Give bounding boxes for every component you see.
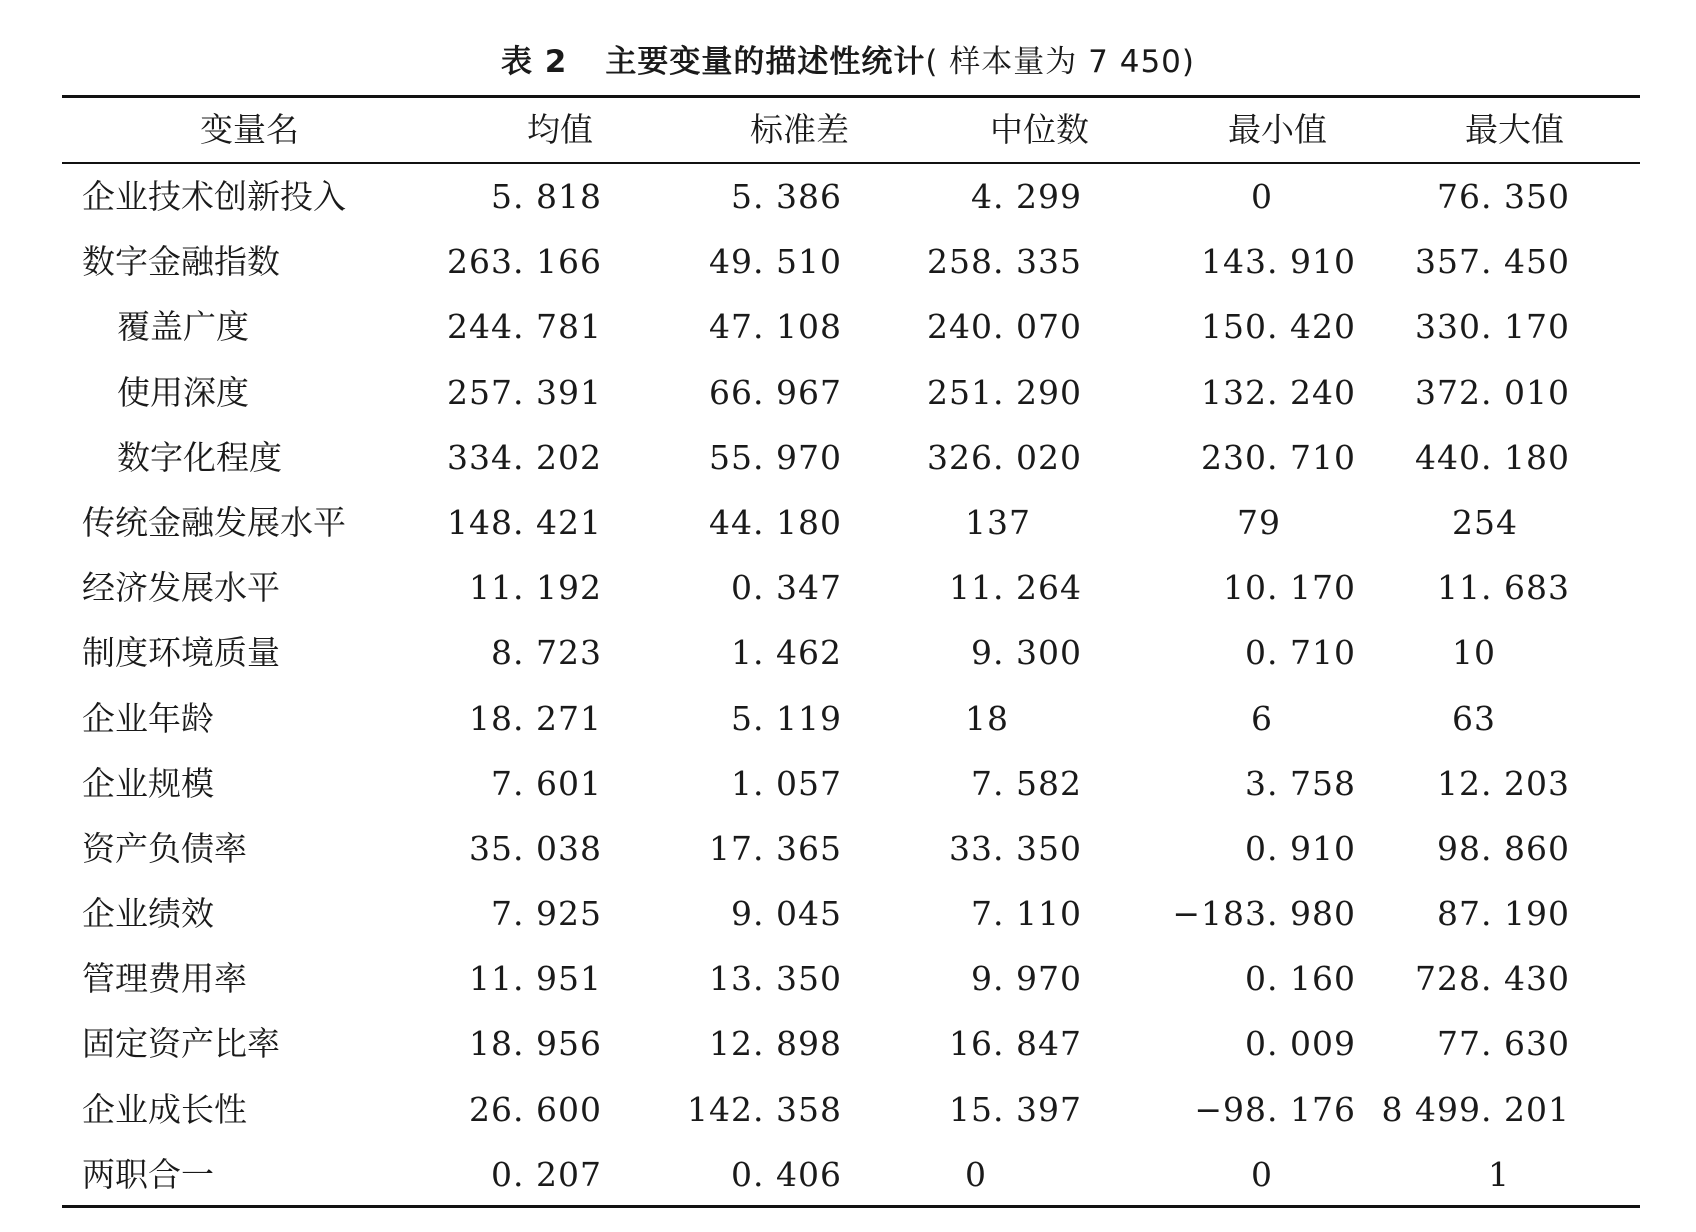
row-median: 9. 300 [971,633,1082,673]
header-max: 最大值 [1465,110,1564,149]
row-max: 357. 450 [1415,242,1570,282]
row-std-dev: 66. 967 [709,372,842,412]
row-max: 87. 190 [1437,894,1570,934]
table-row [62,686,1640,751]
table-row [62,229,1640,294]
table-title: 主要变量的描述性统计 [605,43,926,80]
row-min: 0. 910 [1245,828,1356,868]
row-mean: 18. 271 [469,698,602,738]
table-row [62,490,1640,555]
table-number: 表 2 [500,43,568,80]
row-median: 16. 847 [949,1024,1082,1064]
row-min: 143. 910 [1201,242,1356,282]
table-row [62,1142,1640,1207]
row-median: 258. 335 [927,242,1082,282]
row-std-dev: 49. 510 [709,242,842,282]
row-min: 79 [1237,502,1281,542]
row-std-dev: 44. 180 [709,502,842,542]
row-std-dev: 5. 119 [731,698,842,738]
row-variable-name: 企业绩效 [82,894,214,934]
table-row [62,946,1640,1011]
row-variable-name: 企业年龄 [82,698,214,738]
row-min: 150. 420 [1201,307,1356,347]
row-variable-name: 覆盖广度 [117,307,249,347]
table-row [62,360,1640,425]
row-variable-name: 使用深度 [117,372,249,412]
row-std-dev: 0. 406 [731,1154,842,1194]
row-max: 77. 630 [1437,1024,1570,1064]
row-variable-name: 企业成长性 [82,1089,247,1129]
row-std-dev: 13. 350 [709,959,842,999]
row-max: 11. 683 [1437,568,1570,608]
row-max: 728. 430 [1415,959,1570,999]
header-mean: 均值 [527,110,593,149]
header-std-dev: 标准差 [750,110,849,149]
row-std-dev: 5. 386 [731,177,842,216]
row-mean: 7. 601 [491,763,602,803]
row-max: 12. 203 [1437,763,1570,803]
row-variable-name: 数字金融指数 [82,242,280,282]
row-min: 0. 710 [1245,633,1356,673]
row-std-dev: 142. 358 [687,1089,842,1129]
row-variable-name: 数字化程度 [117,437,282,477]
table-caption [0,30,1696,86]
table-row [62,425,1640,490]
row-mean: 8. 723 [491,633,602,673]
row-mean: 5. 818 [491,177,602,216]
row-median: 11. 264 [949,568,1082,608]
row-max: 440. 180 [1415,437,1570,477]
row-median: 33. 350 [949,828,1082,868]
row-variable-name: 经济发展水平 [82,568,280,608]
row-mean: 26. 600 [469,1089,602,1129]
header-median: 中位数 [990,110,1089,149]
row-std-dev: 1. 462 [731,633,842,673]
row-variable-name: 企业技术创新投入 [82,177,346,216]
row-std-dev: 12. 898 [709,1024,842,1064]
row-max: 330. 170 [1415,307,1570,347]
row-mean: 244. 781 [447,307,602,347]
row-mean: 11. 951 [469,959,602,999]
row-median: 9. 970 [971,959,1082,999]
row-variable-name: 资产负债率 [82,828,247,868]
row-median: 0 [965,1154,987,1194]
table-row [62,164,1640,229]
row-max: 8 499. 201 [1381,1089,1570,1129]
header-variable-name: 变量名 [200,110,299,149]
row-mean: 0. 207 [491,1154,602,1194]
table-body [62,164,1640,1207]
row-min: 0. 160 [1245,959,1356,999]
row-mean: 11. 192 [469,568,602,608]
row-median: 326. 020 [927,437,1082,477]
row-min: 230. 710 [1201,437,1356,477]
row-std-dev: 55. 970 [709,437,842,477]
row-median: 240. 070 [927,307,1082,347]
row-median: 251. 290 [927,372,1082,412]
row-median: 7. 110 [971,894,1082,934]
row-variable-name: 企业规模 [82,763,214,803]
row-variable-name: 制度环境质量 [82,633,280,673]
row-min: 132. 240 [1201,372,1356,412]
row-std-dev: 9. 045 [731,894,842,934]
table-header [62,98,1640,162]
row-min: −98. 176 [1194,1089,1356,1129]
row-max: 372. 010 [1415,372,1570,412]
row-min: 0 [1251,177,1273,216]
table-row [62,881,1640,946]
row-mean: 334. 202 [447,437,602,477]
row-std-dev: 0. 347 [731,568,842,608]
row-variable-name: 传统金融发展水平 [82,502,346,542]
row-median: 18 [965,698,1009,738]
row-max: 10 [1452,633,1496,673]
row-std-dev: 1. 057 [731,763,842,803]
row-min: 10. 170 [1223,568,1356,608]
row-mean: 263. 166 [447,242,602,282]
row-max: 1 [1488,1154,1510,1194]
header-min: 最小值 [1228,110,1327,149]
row-max: 254 [1452,502,1518,542]
row-mean: 257. 391 [447,372,602,412]
row-mean: 148. 421 [447,502,602,542]
row-median: 4. 299 [971,177,1082,216]
row-mean: 35. 038 [469,828,602,868]
table-row [62,751,1640,816]
table-row [62,1077,1640,1142]
bottom-rule [62,1205,1640,1208]
table-row [62,816,1640,881]
row-std-dev: 17. 365 [709,828,842,868]
row-max: 98. 860 [1437,828,1570,868]
row-max: 76. 350 [1437,177,1570,216]
row-mean: 18. 956 [469,1024,602,1064]
row-min: −183. 980 [1172,894,1356,934]
row-min: 3. 758 [1245,763,1356,803]
row-std-dev: 47. 108 [709,307,842,347]
table-sample-note: ( 样本量为 7 450) [925,43,1196,80]
row-variable-name: 固定资产比率 [82,1024,280,1064]
row-min: 6 [1251,698,1273,738]
row-variable-name: 管理费用率 [82,959,247,999]
row-median: 15. 397 [949,1089,1082,1129]
row-min: 0. 009 [1245,1024,1356,1064]
table-row [62,555,1640,620]
table-row [62,620,1640,685]
table-row [62,294,1640,359]
row-median: 7. 582 [971,763,1082,803]
row-median: 137 [965,502,1031,542]
row-min: 0 [1251,1154,1273,1194]
row-max: 63 [1452,698,1496,738]
row-mean: 7. 925 [491,894,602,934]
table-row [62,1011,1640,1076]
row-variable-name: 两职合一 [82,1154,214,1194]
